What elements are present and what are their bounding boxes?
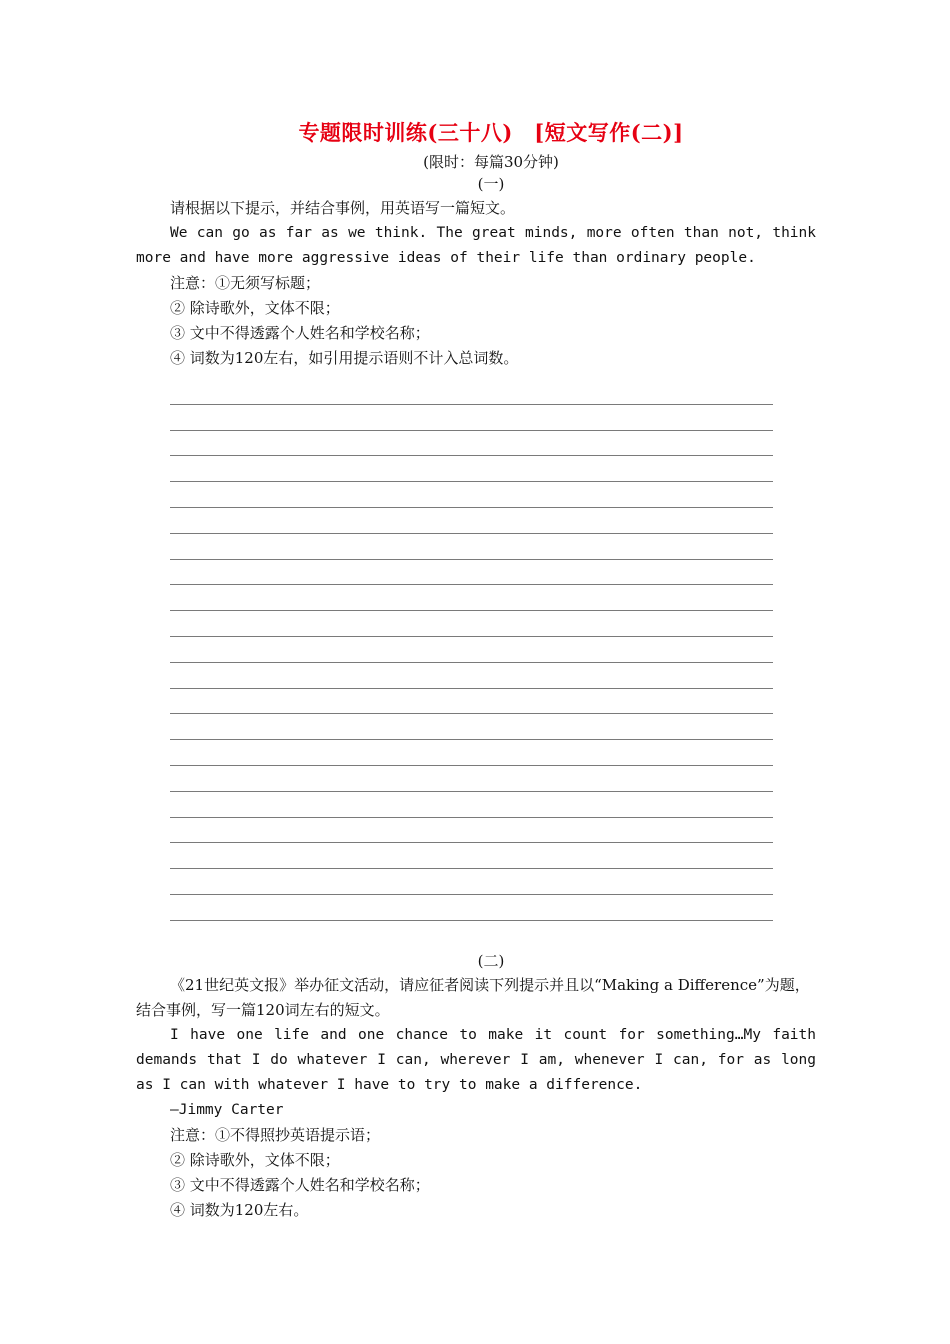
answer-line[interactable] (170, 611, 773, 637)
answer-line[interactable] (170, 585, 773, 611)
answer-line[interactable] (170, 895, 773, 921)
section-2 (136, 949, 816, 1223)
section-2-note-4: ④ 词数为120左右。 (170, 1200, 309, 1219)
section-2-note-3: ③ 文中不得透露个人姓名和学校名称； (170, 1175, 430, 1194)
section-1-note-1: 注意：①无须写标题； (170, 274, 321, 292)
section-1-note-4: ④ 词数为120左右，如引用提示语则不计入总词数。 (170, 349, 519, 367)
section-1-note-3: ③ 文中不得透露个人姓名和学校名称； (170, 324, 430, 342)
section-2-number: (二) (477, 951, 505, 970)
answer-line[interactable] (170, 456, 773, 482)
answer-line[interactable] (170, 405, 773, 431)
answer-line[interactable] (170, 818, 773, 844)
section-1-note-2: ② 除诗歌外，文体不限； (170, 299, 340, 317)
answer-line[interactable] (170, 689, 773, 715)
answer-line[interactable] (170, 508, 773, 534)
answer-line[interactable] (170, 379, 773, 405)
answer-line[interactable] (170, 431, 773, 457)
document-page (136, 118, 816, 1223)
section-1-instruction: 请根据以下提示，并结合事例，用英语写一篇短文。 (170, 199, 516, 217)
section-2-note-2: ② 除诗歌外，文体不限； (170, 1150, 340, 1169)
section-1-prompt: We can go as far as we think. The great minds, more often than not, think more and have more aggressive ideas of their life than ordinary people. (136, 225, 816, 266)
answer-line[interactable] (170, 482, 773, 508)
answer-line[interactable] (170, 792, 773, 818)
answer-line[interactable] (170, 663, 773, 689)
answer-line[interactable] (170, 843, 773, 869)
time-limit: (限时：每篇30分钟) (423, 153, 559, 171)
answer-line[interactable] (170, 740, 773, 766)
answer-line[interactable] (170, 637, 773, 663)
answer-lines[interactable] (170, 379, 773, 921)
answer-line[interactable] (170, 714, 773, 740)
section-2-note-1: 注意：①不得照抄英语提示语； (170, 1125, 381, 1144)
section-2-prompt: I have one life and one chance to make it count for something…My faith demands that I do whatever I can, wherever I am, whenever I can, for as long as I can with whatever I have to try to make a difference. (136, 1026, 816, 1093)
section-1 (136, 172, 816, 921)
answer-line[interactable] (170, 560, 773, 586)
section-1-number: (一) (477, 175, 505, 193)
answer-line[interactable] (170, 869, 773, 895)
answer-line[interactable] (170, 534, 773, 560)
page-title: 专题限时训练(三十八) [短文写作(二)] (298, 120, 684, 145)
answer-line[interactable] (170, 766, 773, 792)
section-2-instruction: 《21世纪英文报》举办征文活动，请应征者阅读下列提示并且以“Making a Difference”为题，结合事例，写一篇120词左右的短文。 (136, 975, 810, 1019)
section-2-attribution: —Jimmy Carter (170, 1101, 284, 1118)
